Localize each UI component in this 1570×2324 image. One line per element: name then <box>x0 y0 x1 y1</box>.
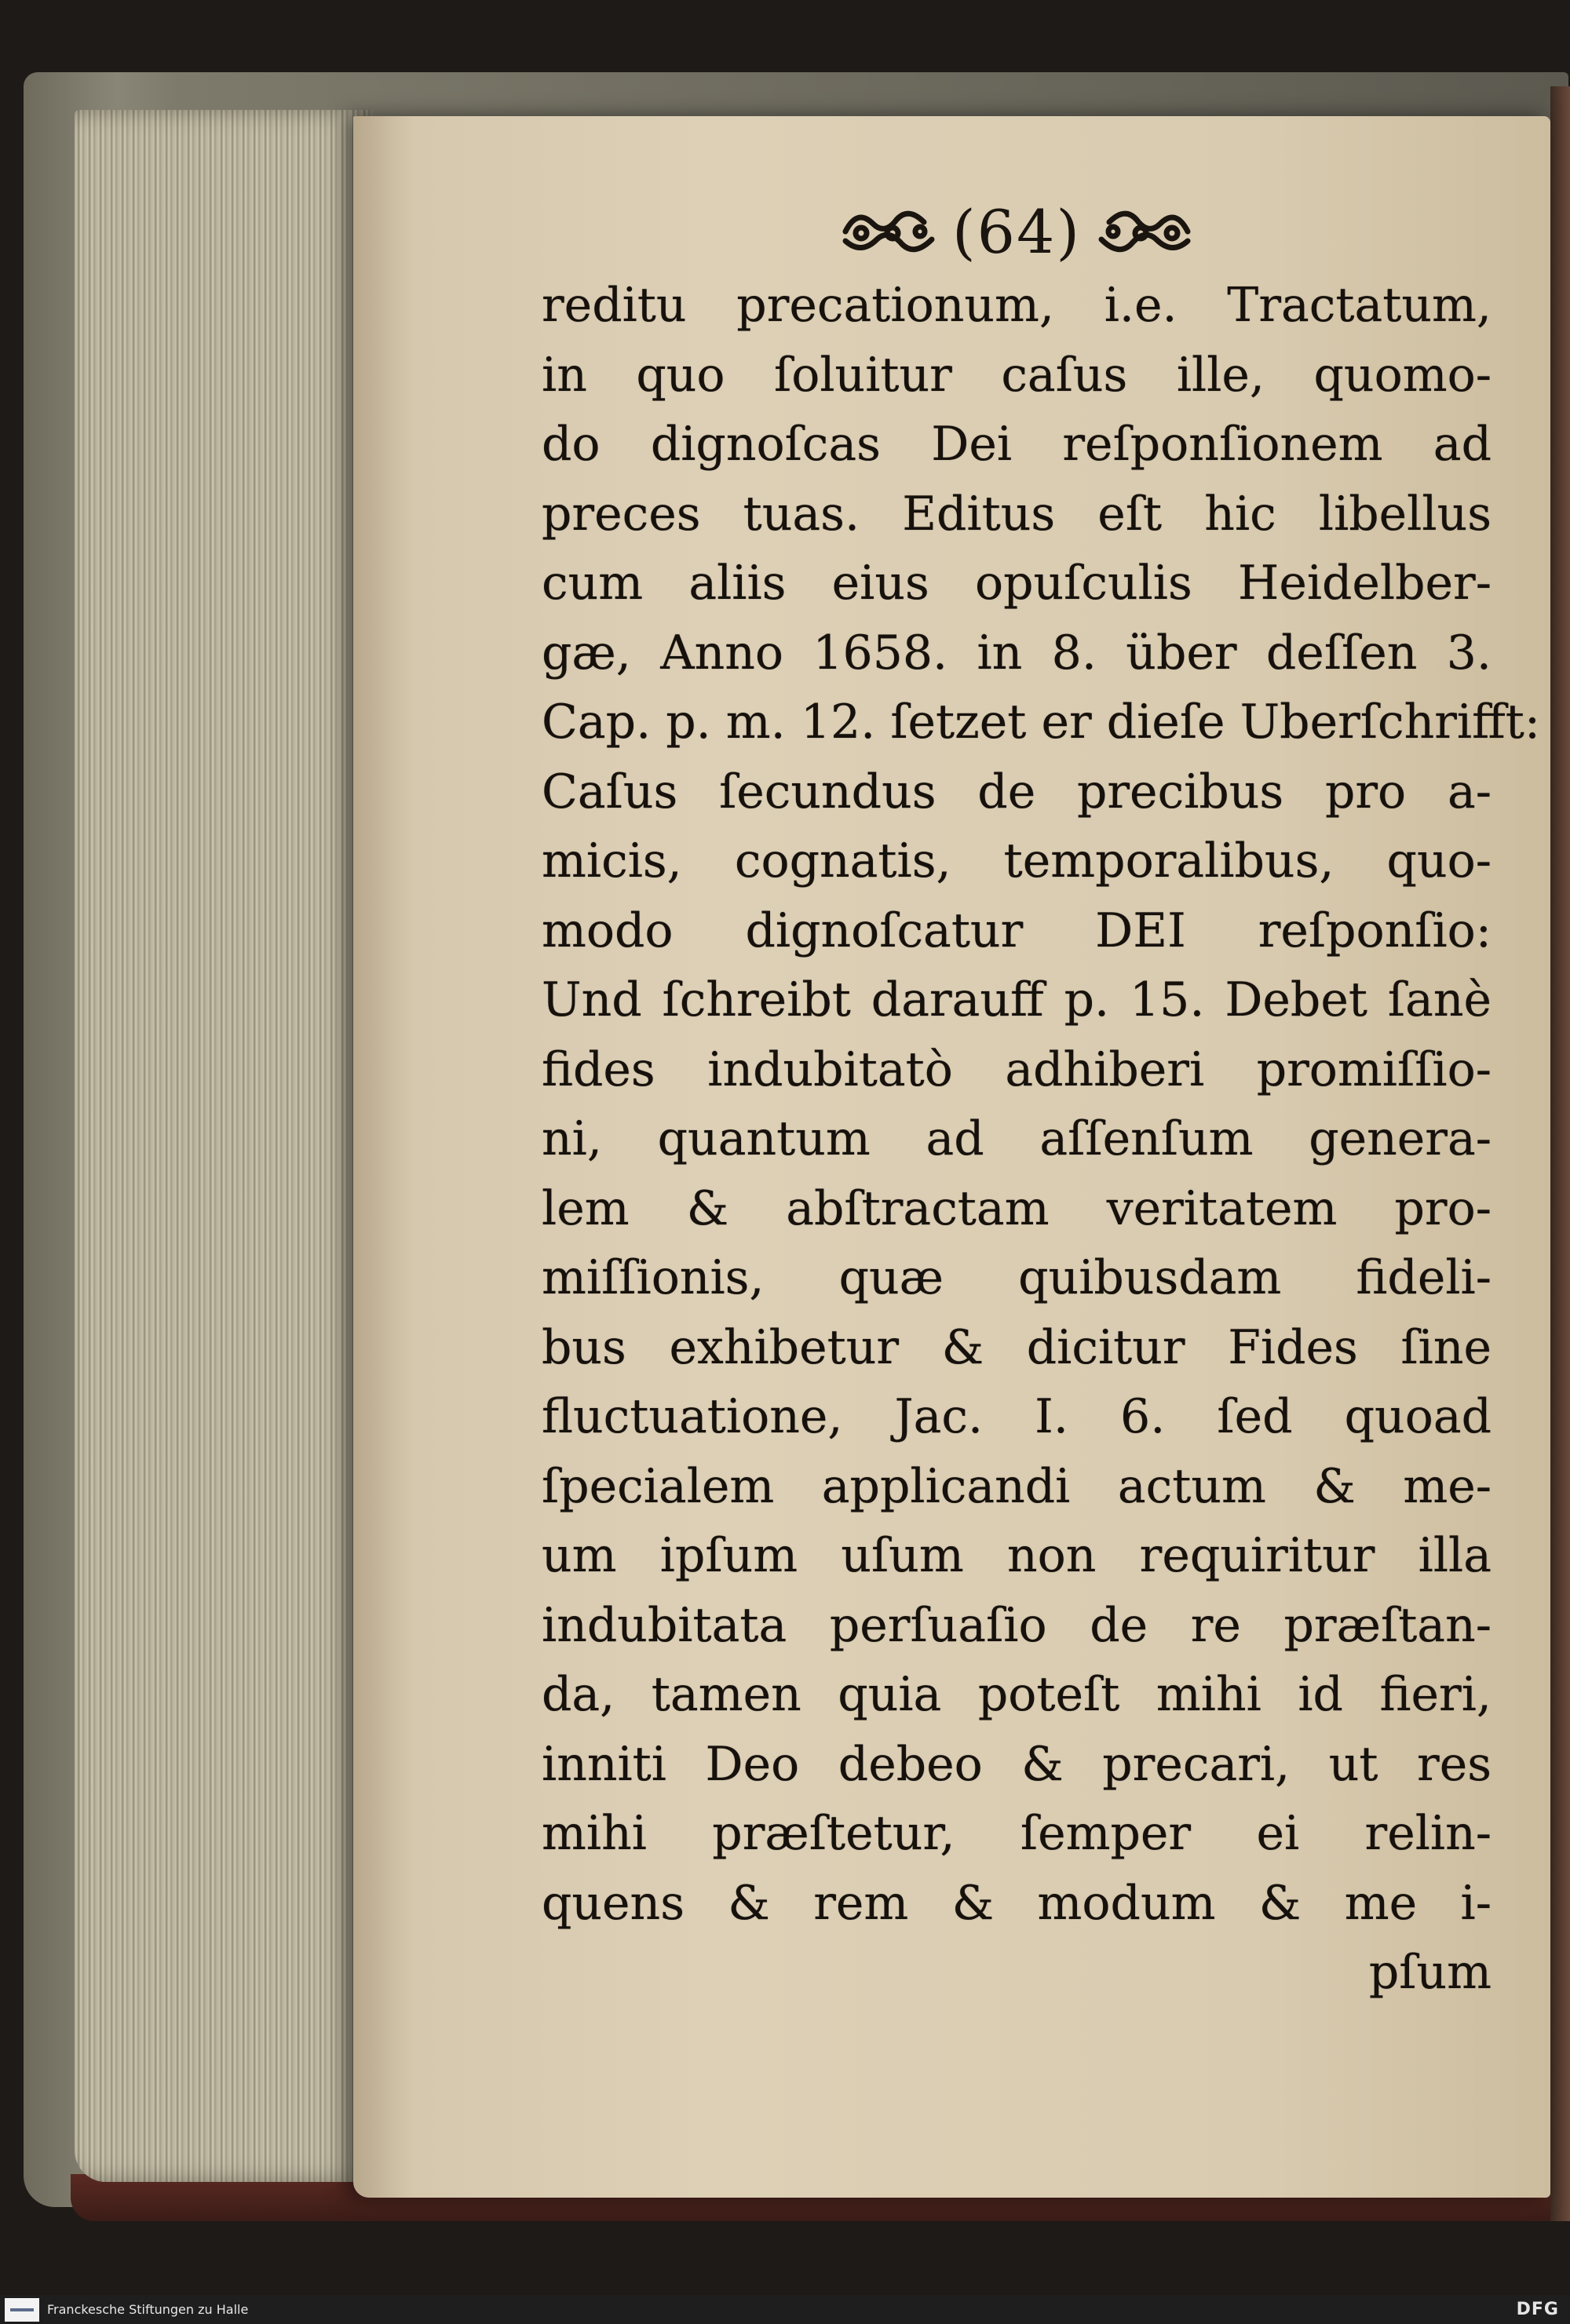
facing-page-edge <box>1550 86 1570 2221</box>
viewer-footer <box>0 2295 1570 2324</box>
text-line: micis, cognatis, temporalibus, quo- <box>542 834 1492 888</box>
text-line: inniti Deo debeo & precari, ut res <box>542 1736 1492 1792</box>
text-line: fluctuatione, Jac. I. 6. ſed quoad <box>542 1389 1492 1444</box>
text-line: Cap. p. m. 12. ſetzet er dieſe Uberſchrifft: <box>542 695 1541 750</box>
text-line: modo dignoſcatur DEI reſponſio: <box>542 903 1492 958</box>
text-line: ni, quantum ad aſſenſum genera- <box>542 1111 1492 1166</box>
text-line: bus exhibetur & dicitur Fides ſine <box>542 1319 1492 1375</box>
body-text <box>542 271 1541 2008</box>
dfg-logo: DFG <box>1516 2300 1559 2319</box>
text-line: do dignoſcas Dei reſponſionem ad <box>542 417 1492 472</box>
text-line: gæ, Anno 1658. in 8. über deſſen 3. <box>542 625 1492 680</box>
text-line: um ipſum uſum non requiritur illa <box>542 1528 1492 1583</box>
text-line: ſpecialem applicandi actum & me- <box>542 1458 1492 1514</box>
text-line: indubitata perſuaſio de re præſtan- <box>542 1597 1492 1653</box>
catchword: pſum <box>1368 1945 1492 2000</box>
text-line: Caſus ſecundus de precibus pro a- <box>542 764 1492 819</box>
page-edges <box>75 110 373 2182</box>
text-line: reditu precationum, i.e. Tractatum, <box>542 278 1492 333</box>
text-line: cum aliis eius opuſculis Heidelber- <box>542 556 1492 611</box>
left-ornament-icon <box>838 200 940 263</box>
text-line: in quo ſoluitur caſus ille, quomo- <box>542 347 1492 403</box>
text-line: fides indubitatò adhiberi promiſſio- <box>542 1042 1492 1097</box>
page-number: (64) <box>951 196 1081 267</box>
text-line: miſſionis, quæ quibusdam fideli- <box>542 1250 1492 1305</box>
text-line: Und ſchreibt darauff p. 15. Debet ſanè <box>542 972 1492 1027</box>
institution-logo-icon <box>5 2298 39 2322</box>
page-header <box>809 188 1225 275</box>
text-line: preces tuas. Editus eſt hic libellus <box>542 486 1492 542</box>
institution-name: Franckesche Stiftungen zu Halle <box>47 2302 249 2317</box>
text-line: lem & abſtractam veritatem pro- <box>542 1180 1492 1236</box>
right-ornament-icon <box>1094 200 1196 263</box>
text-line: quens & rem & modum & me i- <box>542 1875 1492 1931</box>
text-line: mihi præſtetur, ſemper ei relin- <box>542 1806 1492 1861</box>
text-line: da, tamen quia poteſt mihi id fieri, <box>542 1667 1492 1722</box>
